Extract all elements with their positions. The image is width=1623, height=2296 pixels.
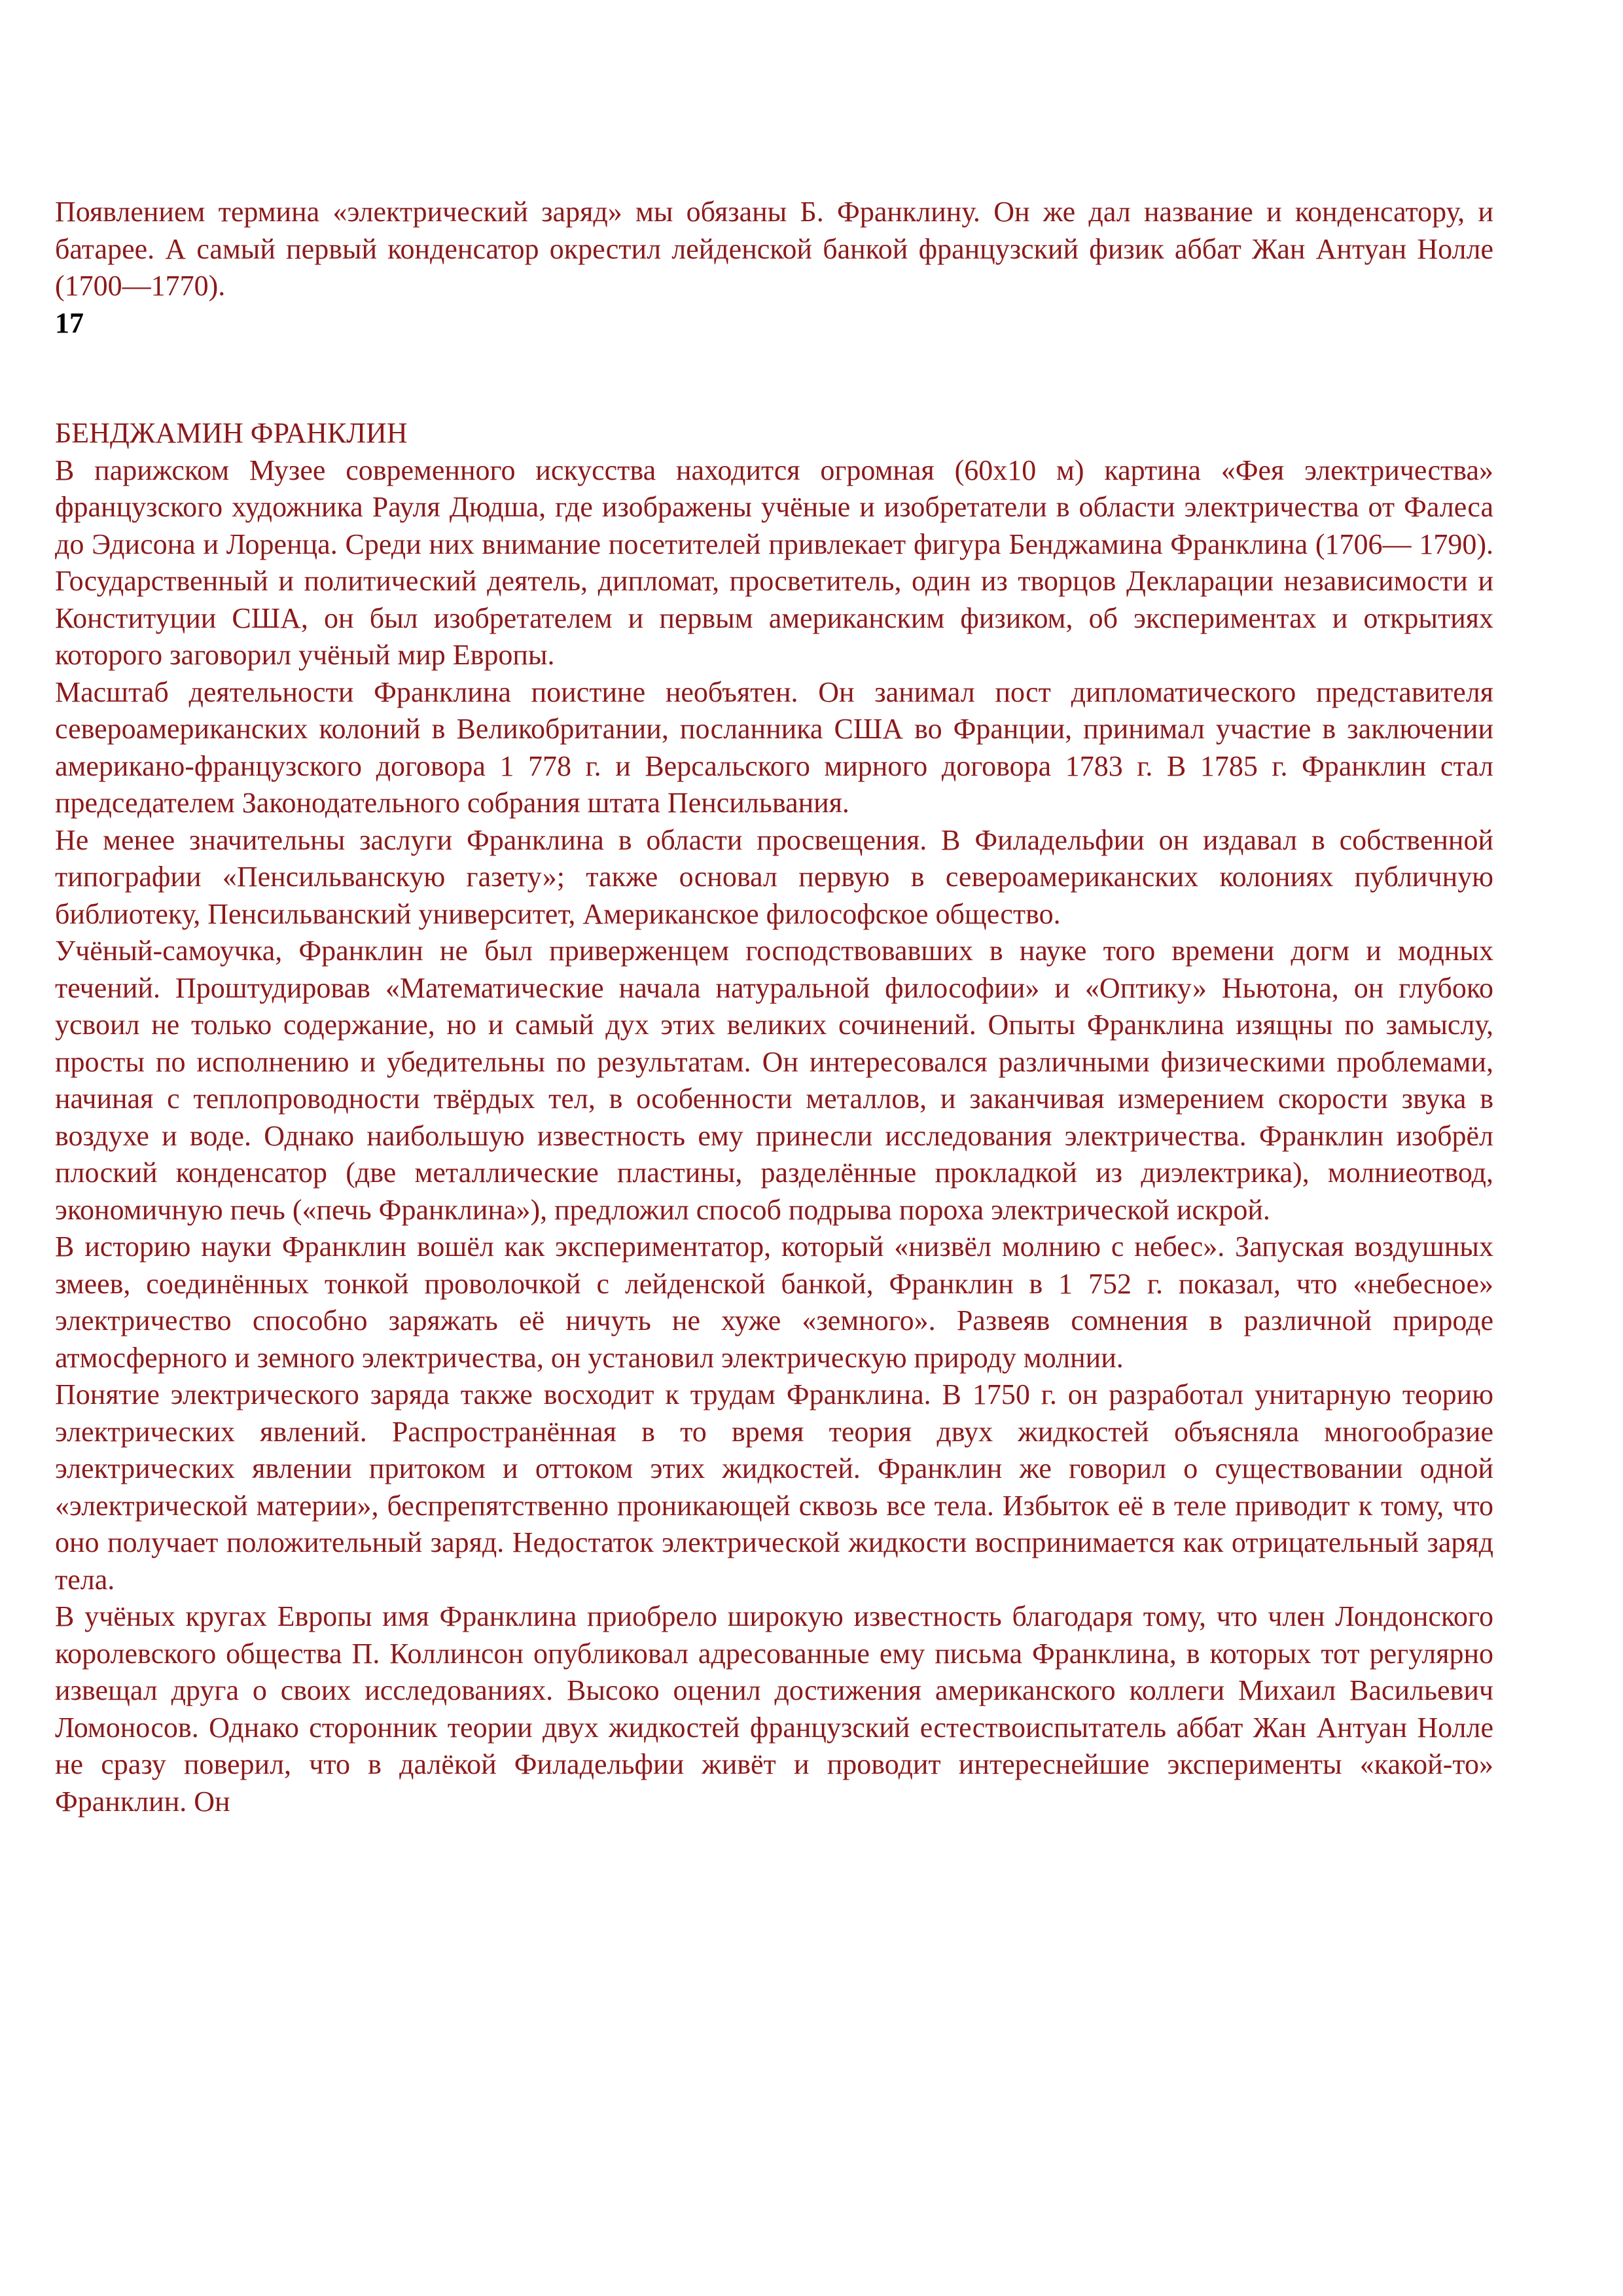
- body-paragraph-6: Понятие электрического заряда также восходит к трудам Франклина. В 1750 г. он разработал унитарную теорию электрических явлений. Распространённая в то время теория двух жидкостей объясняла многообразие электрических явлении притоком и оттоком этих жидкостей. Франклин же говорил о существовании одной «электрической материи», беспрепятственно проникающей сквозь все тела. Избыток её в теле приводит к тому, что оно получает положительный заряд. Недостаток электрической жидкости воспринимается как отрицательный заряд тела.: [55, 1378, 1493, 1596]
- page-number: 17: [55, 306, 84, 339]
- section-heading: БЕНДЖАМИН ФРАНКЛИН: [55, 417, 408, 449]
- body-paragraph-1: В парижском Музее современного искусства находится огромная (60x10 м) картина «Фея электричества» французского художника Рауля Дюдша, где изображены учёные и изобретатели в области электричества от Фалеса до Эдисона и Лоренца. Среди них внимание посетителей привлекает фигура Бенджамина Франклина (1706— 1790). Государственный и политический деятель, дипломат, просветитель, один из творцов Декларации независимости и Конституции США, он был изобретателем и первым американским физиком, об экспериментах и открытиях которого заговорил учёный мир Европы.: [55, 454, 1493, 671]
- body-paragraph-4: Учёный-самоучка, Франклин не был приверженцем господствовавших в науке того времени догм и модных течений. Проштудировав «Математические начала натуральной философии» и «Оптику» Ньютона, он глубоко усвоил не только содержание, но и самый дух этих великих сочинений. Опыты Франклина изящны по замыслу, просты по исполнению и убедительны по результатам. Он интересовался различными физическими проблемами, начиная с теплопроводности твёрдых тел, в особенности металлов, и заканчивая измерением скорости звука в воздухе и воде. Однако наибольшую известность ему принесли исследования электричества. Франклин изобрёл плоский конденсатор (две металлические пластины, разделённые прокладкой из диэлектрика), молниеотвод, экономичную печь («печь Франклина»), предложил способ подрыва пороха электрической искрой.: [55, 935, 1493, 1226]
- body-paragraph-2: Масштаб деятельности Франклина поистине необъятен. Он занимал пост дипломатического представителя североамериканских колоний в Великобритании, посланника США во Франции, принимал участие в заключении американо-французского договора 1 778 г. и Версальского мирного договора 1783 г. В 1785 г. Франклин стал председателем Законодательного собрания штата Пенсильвания.: [55, 675, 1493, 819]
- intro-paragraph: Появлением термина «электрический заряд» мы обязаны Б. Франклину. Он же дал название и конденсатору, и батарее. А самый первый конденсатор окрестил лейденской банкой французский физик аббат Жан Антуан Нолле (1700—1770).: [55, 196, 1493, 302]
- body-paragraph-7: В учёных кругах Европы имя Франклина приобрело широкую известность благодаря тому, что член Лондонского королевского общества П. Коллинсон опубликовал адресованные ему письма Франклина, в которых тот регулярно извещал друга о своих исследованиях. Высоко оценил достижения американского коллеги Михаил Васильевич Ломоносов. Однако сторонник теории двух жидкостей французский естествоиспытатель аббат Жан Антуан Нолле не сразу поверил, что в далёкой Филадельфии живёт и проводит интереснейшие эксперименты «какой-то» Франклин. Он: [55, 1600, 1493, 1818]
- document-page: [55, 194, 1493, 1820]
- section-spacer: [55, 342, 1493, 415]
- body-paragraph-5: В историю науки Франклин вошёл как экспериментатор, который «низвёл молнию с небес». Запуская воздушных змеев, соединённых тонкой проволочкой с лейденской банкой, Франклин в 1 752 г. показал, что «небесное» электричество способно заряжать её ничуть не хуже «земного». Развеяв сомнения в различной природе атмосферного и земного электричества, он установил электрическую природу молнии.: [55, 1230, 1493, 1374]
- body-paragraph-3: Не менее значительны заслуги Франклина в области просвещения. В Филадельфии он издавал в собственной типографии «Пенсильванскую газету»; также основал первую в североамериканских колониях публичную библиотеку, Пенсильванский университет, Американское философское общество.: [55, 823, 1493, 930]
